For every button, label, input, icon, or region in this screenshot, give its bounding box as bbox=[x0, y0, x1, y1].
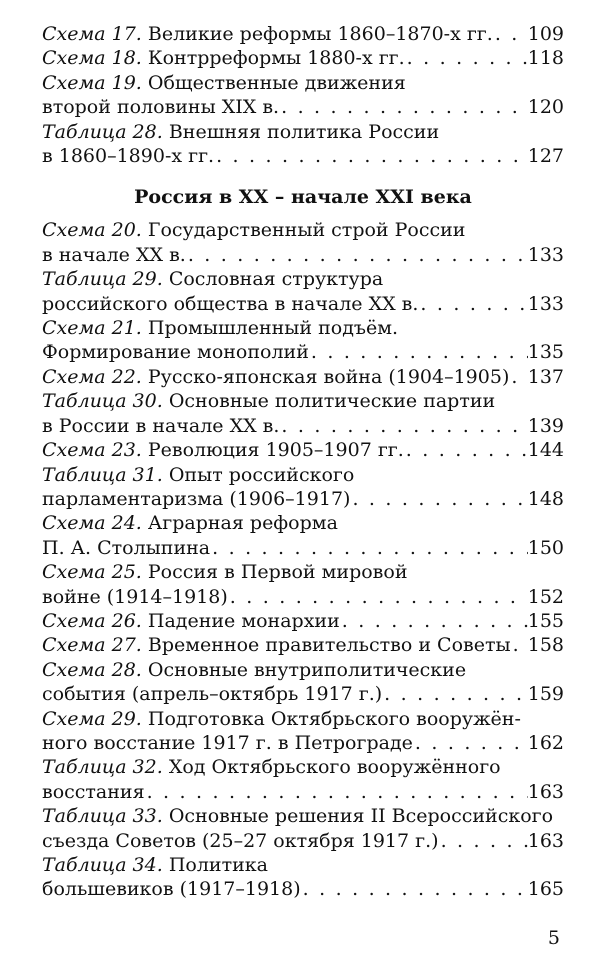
toc-entry-title: события (апрель–октябрь 1917 г.) bbox=[42, 683, 383, 706]
toc-entry-line bbox=[42, 755, 564, 779]
dot-leader bbox=[145, 780, 528, 804]
toc-entry-page: 158 bbox=[527, 634, 564, 657]
toc-entry-kind: Таблица 28. bbox=[42, 120, 163, 143]
toc-entry-kind: Схема 28. bbox=[42, 658, 142, 681]
dot-leader bbox=[279, 95, 528, 119]
toc-entry-kind: Схема 26. bbox=[42, 609, 142, 632]
toc-entry-kind: Таблица 32. bbox=[42, 756, 163, 779]
toc-entry-line bbox=[42, 463, 564, 487]
toc-entry-line bbox=[42, 144, 564, 168]
dot-leader bbox=[309, 340, 528, 364]
toc-entry-title: Опыт российского bbox=[168, 463, 355, 486]
toc-entry-line bbox=[42, 487, 564, 511]
toc-entry bbox=[42, 218, 564, 267]
dot-leader bbox=[404, 438, 528, 462]
toc-entry-line bbox=[42, 560, 564, 584]
toc-entry bbox=[42, 46, 564, 70]
toc-entry-line bbox=[42, 389, 564, 413]
toc-entry-title: Подготовка Октябрьского вооружён- bbox=[147, 707, 521, 730]
toc-entry-title: Формирование монополий bbox=[42, 341, 309, 364]
toc-entry bbox=[42, 316, 564, 365]
toc-entry bbox=[42, 71, 564, 120]
section-title: Россия в XX – начале XXI века bbox=[134, 186, 472, 209]
toc-entry-title: войне (1914–1918) bbox=[42, 585, 228, 608]
toc-entry-title: Контрреформы 1880-х гг. bbox=[147, 47, 405, 70]
toc-entry-line bbox=[42, 804, 564, 828]
toc-entry-title: Аграрная реформа bbox=[147, 512, 338, 535]
toc-entry-line bbox=[42, 120, 564, 144]
toc-entry-title: большевиков (1917–1918) bbox=[42, 878, 301, 901]
toc-entry-page: 144 bbox=[527, 439, 564, 462]
toc-entry-page: 118 bbox=[527, 47, 564, 70]
dot-leader bbox=[279, 414, 527, 438]
toc-entry-title: съезда Советов (25–27 октября 1917 г.) bbox=[42, 829, 439, 852]
toc-entry-title: Россия в Первой мировой bbox=[147, 561, 408, 584]
toc-entry-title: Основные решения II Всероссийского bbox=[168, 805, 554, 828]
toc-entry-line bbox=[42, 536, 564, 560]
toc-entry-page: 162 bbox=[527, 731, 564, 754]
toc-entry-line bbox=[42, 316, 564, 340]
toc-entry-line bbox=[42, 438, 564, 462]
toc-entry-page: 109 bbox=[527, 23, 564, 45]
dot-leader bbox=[340, 609, 528, 633]
toc-entry-title: второй половины XIX в. bbox=[42, 96, 280, 119]
toc-entry-line bbox=[42, 731, 564, 755]
toc-entry-line bbox=[42, 46, 564, 70]
dot-leader bbox=[210, 536, 528, 560]
toc-entry-page: 120 bbox=[527, 96, 564, 119]
toc-entry bbox=[42, 633, 564, 657]
toc-entry-kind: Таблица 31. bbox=[42, 463, 163, 486]
toc-entry bbox=[42, 755, 564, 804]
toc-entry-title: восстания bbox=[42, 780, 145, 803]
dot-leader bbox=[405, 46, 528, 70]
toc-entry-kind: Схема 19. bbox=[42, 71, 142, 94]
toc-entry-line bbox=[42, 71, 564, 95]
toc-entry-title: Основные внутриполитические bbox=[147, 658, 467, 681]
toc-entry bbox=[42, 658, 564, 707]
toc-entry-line bbox=[42, 218, 564, 242]
toc-entry-line bbox=[42, 658, 564, 682]
toc-entry-line bbox=[42, 707, 564, 731]
toc-entry-kind: Схема 24. bbox=[42, 512, 142, 535]
toc-entry-page: 152 bbox=[527, 585, 564, 608]
toc-entry-page: 139 bbox=[527, 414, 564, 437]
toc-entry-title: Падение монархии bbox=[147, 609, 340, 632]
toc-entry bbox=[42, 853, 564, 902]
toc-entry-title: Русско-японская война (1904–1905) bbox=[147, 365, 510, 388]
toc-entry-title: в начале XX в. bbox=[42, 243, 186, 266]
toc-entry-kind: Таблица 34. bbox=[42, 854, 163, 876]
toc-entry-title: ного восстание 1917 г. в Петрограде bbox=[42, 731, 413, 754]
toc-entry bbox=[42, 120, 564, 169]
toc-entry-page: 127 bbox=[527, 145, 564, 168]
toc-entry-title: в 1860–1890-х гг. bbox=[42, 145, 215, 168]
toc-entry bbox=[42, 609, 564, 633]
toc-entry-line bbox=[42, 633, 564, 657]
toc-entry-page: 155 bbox=[527, 609, 564, 632]
toc-entry-title: П. А. Столыпина bbox=[42, 536, 211, 559]
dot-leader bbox=[350, 487, 527, 511]
toc-entry bbox=[42, 511, 564, 560]
toc-entry-title: Общественные движения bbox=[147, 71, 406, 94]
dot-leader bbox=[382, 682, 528, 706]
dot-leader bbox=[493, 22, 528, 46]
table-of-contents bbox=[42, 22, 564, 902]
toc-entry-line bbox=[42, 682, 564, 706]
toc-entry-line bbox=[42, 414, 564, 438]
toc-entry-title: Промышленный подъём. bbox=[147, 317, 399, 340]
toc-entry bbox=[42, 22, 564, 46]
toc-entry-kind: Таблица 29. bbox=[42, 268, 163, 291]
toc-entry-line bbox=[42, 22, 564, 46]
toc-entry-page: 137 bbox=[527, 365, 564, 388]
toc-entry-line bbox=[42, 511, 564, 535]
toc-entry-title: в России в начале XX в. bbox=[42, 414, 280, 437]
toc-entry-title: Сословная структура bbox=[168, 268, 384, 291]
toc-entry-line bbox=[42, 365, 564, 389]
toc-entry-title: Государственный строй России bbox=[147, 219, 466, 242]
toc-entry bbox=[42, 707, 564, 756]
toc-entry-page: 135 bbox=[527, 341, 564, 364]
toc-entry-page: 165 bbox=[527, 878, 564, 901]
dot-leader bbox=[439, 829, 528, 853]
dot-leader bbox=[418, 292, 527, 316]
toc-entry-title: Революция 1905–1907 гг. bbox=[147, 439, 404, 462]
toc-entry bbox=[42, 560, 564, 609]
toc-entry-kind: Схема 22. bbox=[42, 365, 142, 388]
toc-entry-title: парламентаризма (1906–1917) bbox=[42, 487, 351, 510]
dot-leader bbox=[301, 877, 528, 901]
toc-entry-line bbox=[42, 829, 564, 853]
toc-entry-page: 159 bbox=[527, 683, 564, 706]
toc-entry bbox=[42, 438, 564, 462]
toc-entry-kind: Схема 21. bbox=[42, 317, 142, 340]
toc-entry-kind: Схема 17. bbox=[42, 23, 142, 45]
toc-entry-line bbox=[42, 292, 564, 316]
toc-entry-title: Внешняя политика России bbox=[168, 120, 440, 143]
toc-entry-page: 163 bbox=[527, 829, 564, 852]
toc-entry-kind: Схема 25. bbox=[42, 561, 142, 584]
toc-group-after bbox=[42, 218, 564, 901]
toc-entry bbox=[42, 365, 564, 389]
toc-entry-line bbox=[42, 267, 564, 291]
toc-entry-line bbox=[42, 877, 564, 901]
dot-leader bbox=[228, 585, 528, 609]
toc-entry-kind: Таблица 33. bbox=[42, 805, 163, 828]
toc-entry-line bbox=[42, 780, 564, 804]
toc-entry-kind: Схема 29. bbox=[42, 707, 142, 730]
toc-entry-line bbox=[42, 585, 564, 609]
toc-entry-line bbox=[42, 609, 564, 633]
toc-entry-line bbox=[42, 853, 564, 877]
toc-entry-line bbox=[42, 243, 564, 267]
toc-entry-page: 133 bbox=[527, 243, 564, 266]
dot-leader bbox=[186, 243, 528, 267]
toc-entry bbox=[42, 463, 564, 512]
toc-group-before bbox=[42, 22, 564, 168]
toc-entry-page: 163 bbox=[527, 780, 564, 803]
toc-entry-page: 150 bbox=[527, 536, 564, 559]
toc-entry bbox=[42, 804, 564, 853]
toc-entry-page: 133 bbox=[527, 292, 564, 315]
toc-entry bbox=[42, 389, 564, 438]
toc-entry-kind: Таблица 30. bbox=[42, 390, 163, 413]
toc-entry-line bbox=[42, 340, 564, 364]
dot-leader bbox=[214, 144, 528, 168]
toc-entry-title: Великие реформы 1860–1870-х гг. bbox=[147, 23, 493, 45]
toc-entry-kind: Схема 23. bbox=[42, 439, 142, 462]
dot-leader bbox=[511, 633, 528, 657]
toc-entry-kind: Схема 27. bbox=[42, 634, 142, 657]
toc-entry-page: 148 bbox=[527, 487, 564, 510]
dot-leader bbox=[509, 365, 527, 389]
toc-entry-kind: Схема 20. bbox=[42, 219, 142, 242]
toc-entry-title: Политика bbox=[168, 854, 268, 876]
toc-entry-title: Временное правительство и Советы bbox=[147, 634, 511, 657]
dot-leader bbox=[413, 731, 528, 755]
toc-entry-title: Ход Октябрьского вооружённого bbox=[168, 756, 501, 779]
toc-entry-title: Основные политические партии bbox=[168, 390, 496, 413]
toc-entry-line bbox=[42, 95, 564, 119]
page-number: 5 bbox=[547, 927, 560, 949]
toc-entry-title: российского общества в начале XX в. bbox=[42, 292, 419, 315]
toc-entry bbox=[42, 267, 564, 316]
toc-entry-kind: Схема 18. bbox=[42, 47, 142, 70]
